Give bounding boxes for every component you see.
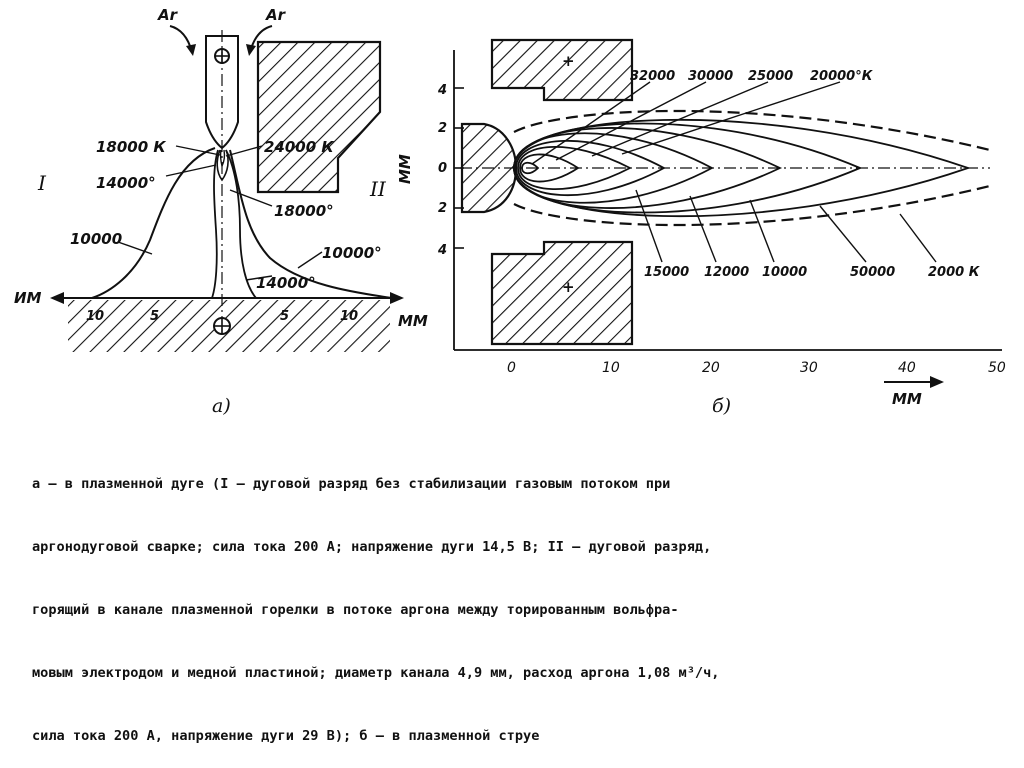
sub-label-a: а) [212, 395, 231, 417]
label-50000: 50000 [850, 265, 896, 280]
gas-arrow-right-head [246, 44, 256, 56]
label-12000: 12000 [704, 265, 750, 280]
x-tick-20: 20 [702, 360, 720, 376]
gas-label-right: Ar [266, 6, 286, 24]
label-20000k: 20000°К [810, 69, 873, 84]
label-25000: 25000 [748, 69, 794, 84]
caption-line: а — в плазменной дуге (I — дуговой разряд без стабилизации газовым потоком при [32, 476, 671, 492]
x-tick-50: 50 [988, 360, 1006, 376]
y-tick-0: 0 [438, 161, 448, 176]
axis-a-left-unit: ИМ [14, 289, 42, 307]
caption-line: аргонодуговой сварке; сила тока 200 А; напряжение дуги 14,5 В; II — дуговой разряд, [32, 539, 712, 555]
x-tick-10: 10 [602, 360, 620, 376]
x-unit: ММ [892, 390, 922, 408]
x-tick-0: 0 [507, 360, 516, 376]
label-14000-upper: 14000° [96, 174, 156, 192]
tick-a-5-right: 5 [280, 309, 290, 324]
y-tick-4-top: 4 [438, 83, 448, 98]
svg-text:+: + [562, 278, 575, 296]
tick-a-5-left: 5 [150, 309, 160, 324]
roman-label-i: I [38, 171, 46, 195]
y-ticks [437, 83, 464, 258]
panel-a [14, 6, 428, 417]
label-14000-lower: 14000° [256, 274, 316, 292]
bottom-labels [644, 265, 981, 280]
gas-arrow-left-head [186, 44, 196, 56]
y-unit: ММ [396, 154, 414, 184]
label-18000-lower: 18000° [274, 202, 334, 220]
label-10000-left: 10000 [70, 230, 123, 248]
x-ticks [507, 360, 1006, 376]
y-tick-4-bottom: 4 [438, 243, 448, 258]
figure-caption [32, 432, 1007, 768]
label-24000k: 24000 К [264, 138, 334, 156]
nozzle-top [492, 40, 632, 100]
isotherm-10000 [92, 148, 392, 298]
svg-text:+: + [562, 52, 575, 70]
x-tick-40: 40 [898, 360, 916, 376]
caption-line: горящий в канале плазменной горелки в потоке аргона между торированным вольфра- [32, 602, 679, 618]
label-10000: 10000 [762, 265, 808, 280]
tick-a-10-right: 10 [340, 309, 359, 324]
axis-a-right-unit: ММ [398, 312, 428, 330]
sub-label-b: б) [712, 395, 732, 417]
gas-label-left: Ar [158, 6, 178, 24]
y-tick-2-top: 2 [438, 121, 448, 136]
top-labels [630, 69, 874, 84]
panel-b [369, 40, 1006, 417]
tick-a-10-left: 10 [86, 309, 105, 324]
x-tick-30: 30 [800, 360, 818, 376]
caption-line: мовым электродом и медной пластиной; диаметр канала 4,9 мм, расход аргона 1,08 м³/ч, [32, 665, 720, 681]
nozzle-block-a [258, 42, 380, 192]
label-15000: 15000 [644, 265, 690, 280]
label-10000-right: 10000° [322, 244, 382, 262]
y-tick-2-bottom: 2 [438, 201, 448, 216]
label-32000: 32000 [630, 69, 676, 84]
caption-line: сила тока 200 А, напряжение дуги 29 В); б — в плазменной струе [32, 728, 540, 744]
label-30000: 30000 [688, 69, 734, 84]
roman-label-ii: II [370, 177, 386, 201]
label-18000k: 18000 К [96, 138, 166, 156]
label-2000k: 2000 К [928, 265, 980, 280]
